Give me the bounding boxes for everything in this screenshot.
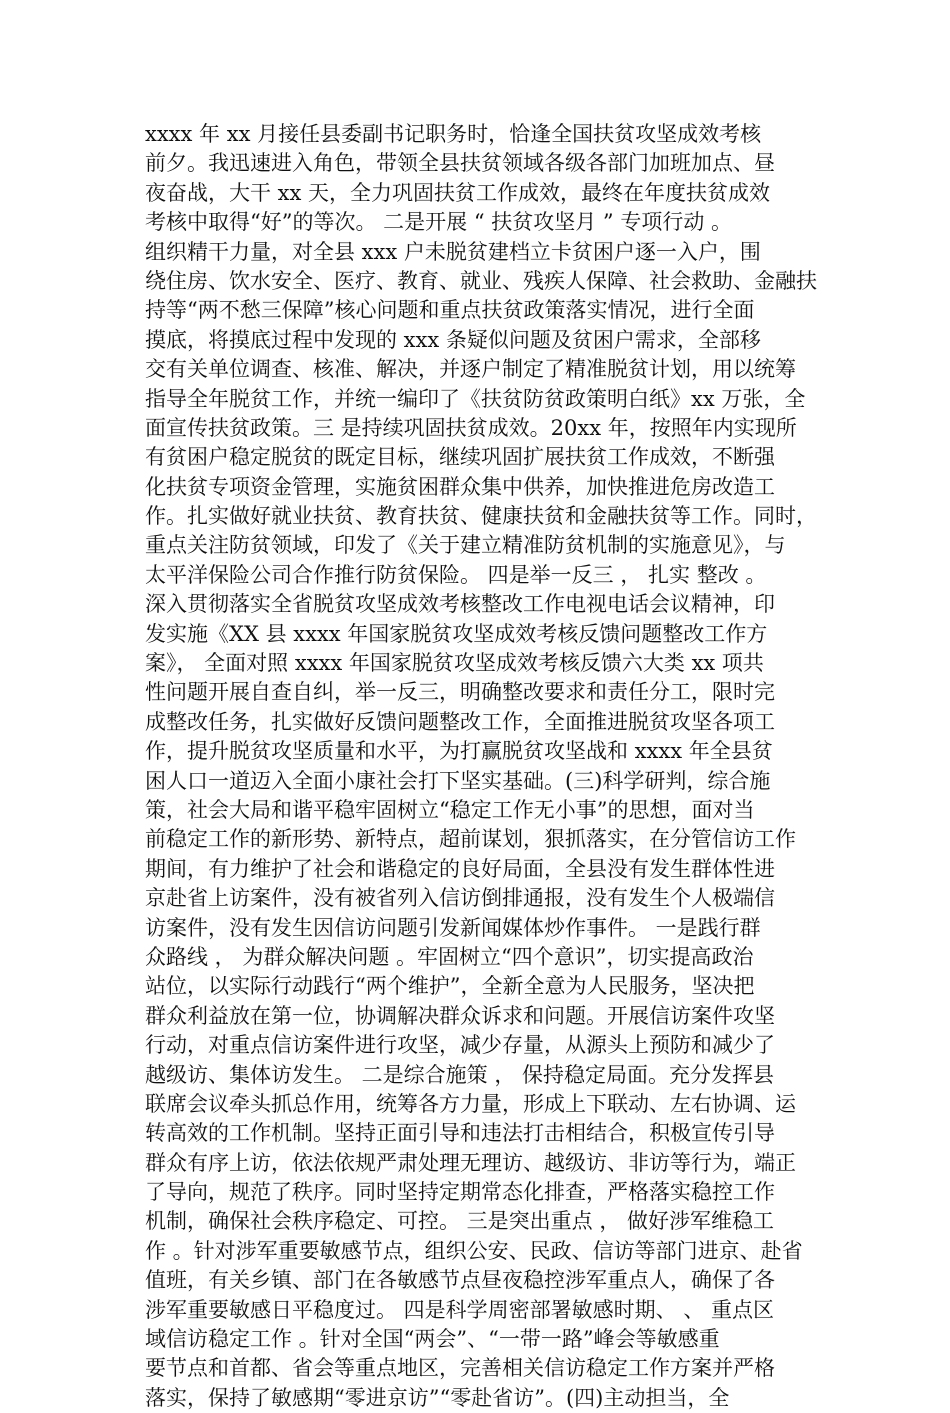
- text-line: 成整改任务，扎实做好反馈问题整改工作，全面推进脱贫攻坚各项工: [145, 709, 775, 734]
- text-line: 困人口一道迈入全面小康社会打下坚实基础。(三)科学研判，综合施: [145, 768, 771, 793]
- text-line: 发实施《XX 县 xxxx 年国家脱贫攻坚成效考核反馈问题整改工作方: [145, 621, 768, 646]
- text-line: 访案件，没有发生因信访问题引发新闻媒体炒作事件。 一是践行群: [145, 915, 761, 940]
- text-line: 涉军重要敏感日平稳度过。 四是科学周密部署敏感时期、 、 重点区: [145, 1297, 775, 1322]
- text-line: 作 。针对涉军重要敏感节点，组织公安、民政、信访等部门进京、赴省: [145, 1238, 803, 1263]
- text-line: 作。扎实做好就业扶贫、教育扶贫、健康扶贫和金融扶贫等工作。同时，: [145, 504, 817, 529]
- text-line: 考核中取得“好”的等次。 二是开展 “ 扶贫攻坚月 ” 专项行动 。: [145, 210, 732, 235]
- text-line: 作，提升脱贫攻坚质量和水平，为打赢脱贫攻坚战和 xxxx 年全县贫: [145, 739, 773, 764]
- text-line: 机制，确保社会秩序稳定、可控。 三是突出重点 ， 做好涉军维稳工: [145, 1209, 775, 1234]
- text-line: 前稳定工作的新形势、新特点，超前谋划，狠抓落实，在分管信访工作: [145, 827, 796, 852]
- text-line: 持等“两不愁三保障”核心问题和重点扶贫政策落实情况，进行全面: [145, 298, 755, 323]
- text-line: 了导向，规范了秩序。同时坚持定期常态化排查，严格落实稳控工作: [145, 1180, 775, 1205]
- text-line: 指导全年脱贫工作，并统一编印了《扶贫防贫政策明白纸》xx 万张，全: [145, 386, 806, 411]
- text-line: 化扶贫专项资金管理，实施贫困群众集中供养，加快推进危房改造工: [145, 474, 775, 499]
- text-line: 域信访稳定工作 。针对全国“两会”、“一带一路”峰会等敏感重: [145, 1327, 720, 1352]
- text-line: xxxx 年 xx 月接任县委副书记职务时，恰逢全国扶贫攻坚成效考核: [145, 122, 762, 146]
- text-line: 行动，对重点信访案件进行攻坚，减少存量，从源头上预防和减少了: [145, 1033, 775, 1058]
- text-line: 夜奋战，大干 xx 天，全力巩固扶贫工作成效，最终在年度扶贫成效: [145, 180, 771, 205]
- text-line: 绕住房、饮水安全、医疗、教育、就业、残疾人保障、社会救助、金融扶: [145, 268, 817, 293]
- text-line: 京赴省上访案件，没有被省列入信访倒排通报，没有发生个人极端信: [145, 886, 775, 911]
- text-line: 案》， 全面对照 xxxx 年国家脱贫攻坚成效考核反馈六大类 xx 项共: [145, 651, 764, 676]
- text-line: 值班，有关乡镇、部门在各敏感节点昼夜稳控涉军重点人，确保了各: [145, 1268, 775, 1293]
- text-line: 转高效的工作机制。坚持正面引导和违法打击相结合，积极宣传引导: [145, 1121, 775, 1146]
- text-line: 策，社会大局和谐平稳牢固树立“稳定工作无小事”的思想，面对当: [145, 797, 755, 822]
- text-line: 摸底，将摸底过程中发现的 xxx 条疑似问题及贫困户需求，全部移: [145, 327, 761, 352]
- text-line: 性问题开展自查自纠，举一反三，明确整改要求和责任分工，限时完: [145, 680, 775, 705]
- text-line: 组织精干力量，对全县 xxx 户未脱贫建档立卡贫困户逐一入户，围: [145, 239, 761, 264]
- body-text: [145, 120, 825, 1413]
- text-line: 越级访、集体访发生。 二是综合施策 ， 保持稳定局面。充分发挥县: [145, 1062, 775, 1087]
- text-line: 联席会议牵头抓总作用，统筹各方力量，形成上下联动、左右协调、运: [145, 1091, 796, 1116]
- text-line: 面宣传扶贫政策。三 是持续巩固扶贫成效。20xx 年，按照年内实现所: [145, 415, 797, 440]
- text-line: 期间，有力维护了社会和谐稳定的良好局面，全县没有发生群体性进: [145, 856, 775, 881]
- text-line: 要节点和首都、省会等重点地区，完善相关信访稳定工作方案并严格: [145, 1356, 775, 1381]
- text-line: 深入贯彻落实全省脱贫攻坚成效考核整改工作电视电话会议精神，印: [145, 592, 775, 617]
- text-line: 有贫困户稳定脱贫的既定目标，继续巩固扩展扶贫工作成效，不断强: [145, 445, 775, 470]
- text-line: 太平洋保险公司合作推行防贫保险。 四是举一反三 ， 扎实 整改 。: [145, 562, 767, 587]
- text-line: 群众利益放在第一位，协调解决群众诉求和问题。开展信访案件攻坚: [145, 1003, 775, 1028]
- text-line: 站位，以实际行动践行“两个维护”，全新全意为人民服务，坚决把: [145, 974, 755, 999]
- text-line: 群众有序上访，依法依规严肃处理无理访、越级访、非访等行为，端正: [145, 1150, 796, 1175]
- text-line: 落实，保持了敏感期“零进京访”“零赴省访”。(四)主动担当，全: [145, 1385, 730, 1410]
- text-line: 重点关注防贫领域，印发了《关于建立精准防贫机制的实施意见》，与: [145, 533, 786, 558]
- text-line: 交有关单位调查、核准、解决，并逐户制定了精准脱贫计划，用以统筹: [145, 357, 796, 382]
- text-line: 前夕。我迅速进入角色，带领全县扶贫领域各级各部门加班加点、昼: [145, 151, 775, 176]
- text-line: 众路线 ， 为群众解决问题 。牢固树立“四个意识”，切实提高政治: [145, 944, 754, 969]
